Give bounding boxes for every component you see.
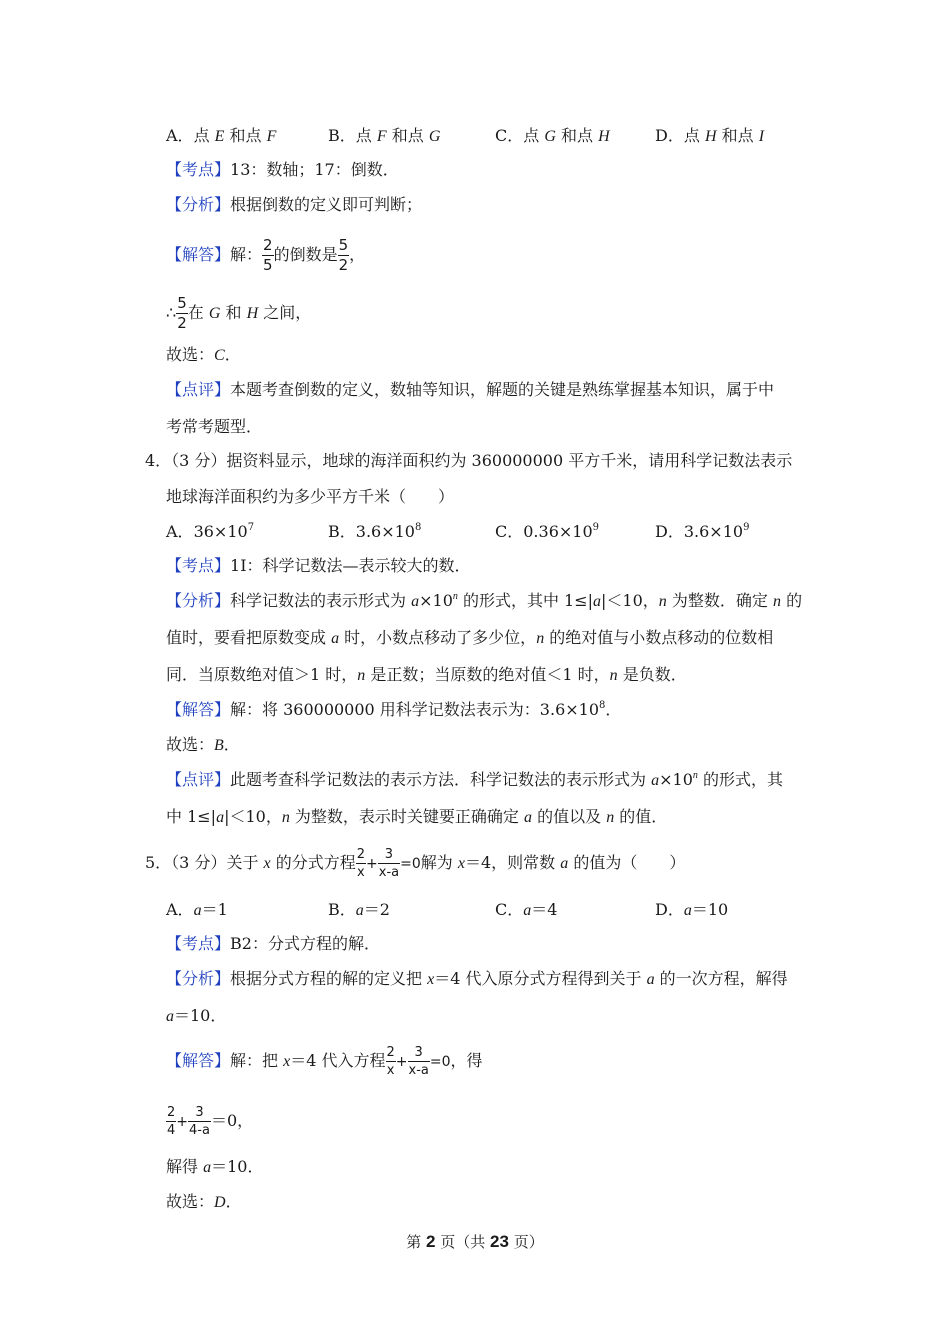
q4-fenxi-cont2: 同．当原数绝对值＞1 时，n 是正数；当原数的绝对值＜1 时，n 是负数．	[166, 665, 687, 684]
q3-choice: 故选：C．	[166, 345, 241, 364]
q5-option-a: A．a＝1	[166, 900, 228, 919]
q5-stem: 5．（3 分）关于 x 的分式方程 $\frac{2}{x}$ + $\frac{3}{x-a}$ =0解为 x＝4，则常数 a 的值为（ ）	[145, 847, 686, 880]
q3-kaodian: 【考点】13：数轴；17：倒数．	[166, 160, 399, 179]
q4-option-a: A．$36\times 10^7$	[166, 522, 255, 541]
fraction-5-2: $\frac{5}{2}$	[338, 236, 349, 274]
fraction-2-over-x: $\frac{2}{x}$	[386, 1045, 395, 1078]
q3-option-b: B．点 F 和点 G	[328, 126, 441, 145]
q5-choice: 故选：D．	[166, 1192, 242, 1211]
q5-kaodian: 【考点】B2：分式方程的解．	[166, 934, 380, 953]
q3-between: ∴ $\frac{5}{2}$ 在 G 和 H 之间，	[166, 294, 312, 332]
total-pages: 23	[490, 1232, 509, 1251]
fraction-3-over-x-minus-a: $\frac{3}{x-a}$	[378, 847, 400, 880]
q5-option-c: C．a＝4	[495, 900, 558, 919]
q5-option-d: D．a＝10	[655, 900, 729, 919]
q3-option-a: A．点 E 和点 F	[166, 126, 277, 145]
page-footer: 第 2 页（共 23 页）	[406, 1232, 544, 1251]
fraction-3-over-4-minus-a: $\frac{3}{4-a}$	[189, 1105, 210, 1138]
fraction-5-2: $\frac{5}{2}$	[177, 294, 187, 332]
q4-fenxi-cont1: 值时，要看把原数变成 a 时，小数点移动了多少位，n 的绝对值与小数点移动的位数相	[166, 628, 774, 647]
q4-fenxi: 【分析】科学记数法的表示形式为 $a\times 10^n$ 的形式，其中 1≤|a|＜10，n 为整数．确定 n 的	[166, 591, 803, 610]
q5-substitution: $\frac{2}{4}$ + $\frac{3}{4-a}$ ＝0，	[167, 1105, 254, 1138]
q4-option-d: D．$3.6\times 10^9$	[655, 522, 750, 541]
q4-choice: 故选：B．	[166, 735, 240, 754]
q4-stem: 4．（3 分）据资料显示，地球的海洋面积约为 360000000 平方千米，请用科学记数法表示	[145, 451, 793, 470]
page-number: 2	[426, 1232, 436, 1251]
q4-option-c: C．$0.36\times 10^9$	[495, 522, 600, 541]
q5-jieda: 【解答】解：把 x＝4 代入方程 $\frac{2}{x}$ + $\frac{3}{x-a}$ =0，得	[166, 1045, 483, 1078]
q5-solve: 解得 a＝10．	[166, 1157, 264, 1176]
q5-fenxi: 【分析】根据分式方程的解的定义把 x＝4 代入原分式方程得到关于 a 的一次方程，解得	[166, 969, 788, 988]
q3-dianping-cont: 考常考题型．	[166, 417, 263, 436]
q4-kaodian: 【考点】1I：科学记数法—表示较大的数．	[166, 556, 471, 575]
fraction-2-over-4: $\frac{2}{4}$	[167, 1105, 176, 1138]
q3-option-c: C．点 G 和点 H	[495, 126, 610, 145]
q5-option-b: B．a＝2	[328, 900, 390, 919]
fraction-2-5: $\frac{2}{5}$	[263, 236, 273, 274]
q4-option-b: B．$3.6\times 10^8$	[328, 522, 422, 541]
q3-fenxi: 【分析】根据倒数的定义即可判断；	[166, 195, 423, 214]
q4-stem-cont: 地球海洋面积约为多少平方千米（ ）	[166, 487, 455, 506]
fraction-3-over-x-minus-a: $\frac{3}{x-a}$	[408, 1045, 429, 1078]
q3-option-d: D．点 H 和点 I	[655, 126, 765, 145]
q4-jieda: 【解答】解：将 360000000 用科学记数法表示为：$3.6\times 10^8$．	[166, 700, 622, 719]
q4-dianping: 【点评】此题考查科学记数法的表示方法．科学记数法的表示形式为 $a\times 10^n$ 的形式，其	[166, 770, 783, 789]
q5-fenxi-cont: a＝10．	[166, 1006, 227, 1025]
q3-dianping: 【点评】本题考查倒数的定义，数轴等知识，解题的关键是熟练掌握基本知识，属于中	[166, 380, 775, 399]
q4-dianping-cont: 中 1≤|a|＜10，n 为整数，表示时关键要正确确定 a 的值以及 n 的值．	[166, 807, 668, 826]
q3-jieda: 【解答】解： $\frac{2}{5}$ 的倒数是 $\frac{5}{2}$ ，	[166, 236, 366, 274]
fraction-2-over-x: $\frac{2}{x}$	[356, 847, 366, 880]
